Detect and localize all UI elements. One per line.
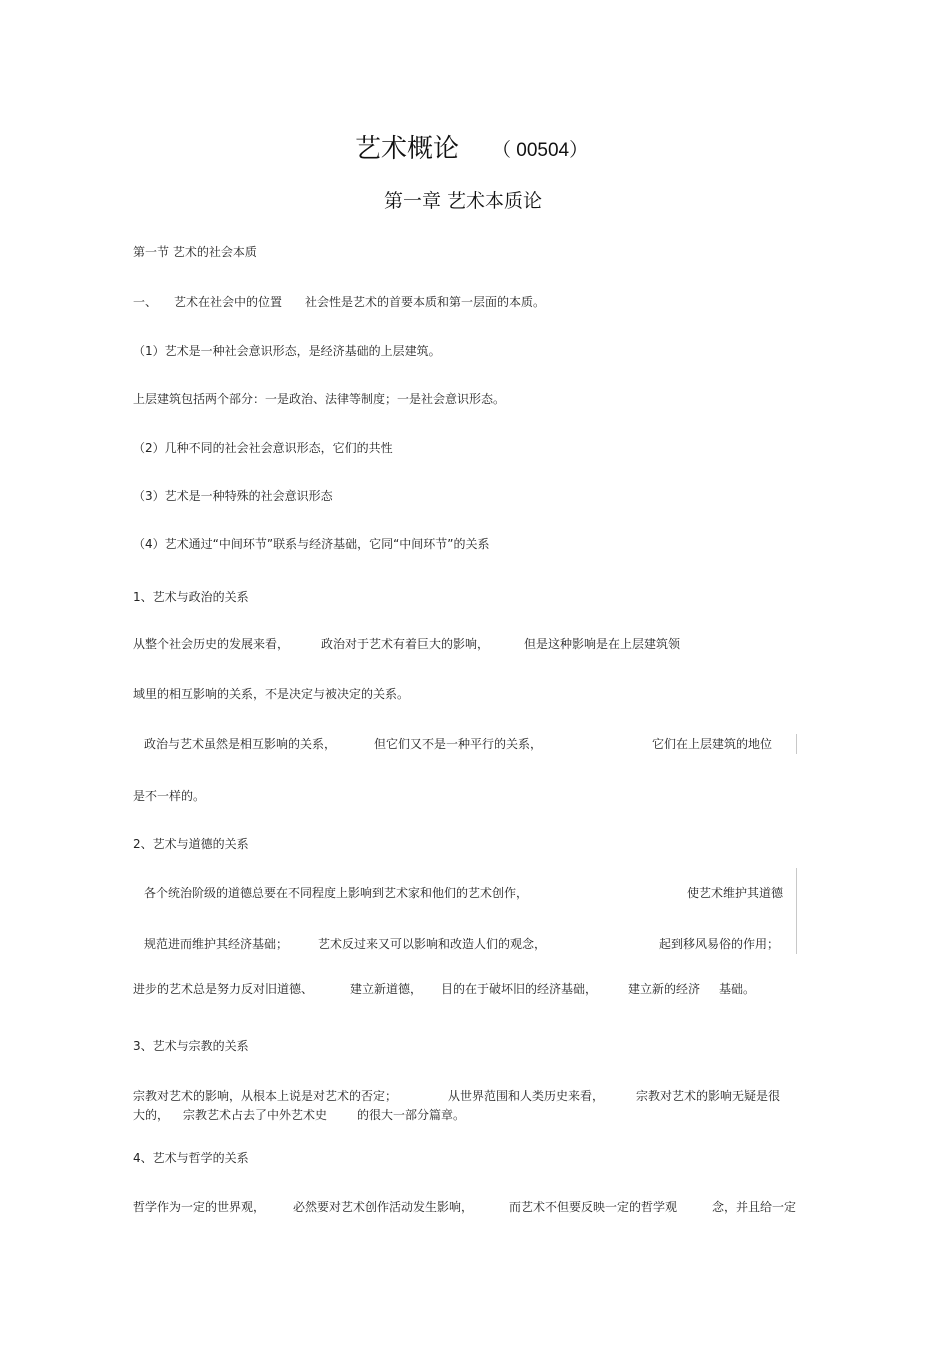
paragraph-segment: 政治对于艺术有着巨大的影响， xyxy=(321,637,490,651)
paragraph-segment: 大的， xyxy=(133,1108,170,1122)
section-heading: 第一节 艺术的社会本质 xyxy=(133,245,257,259)
paragraph-segment: 艺术反过来又可以影响和改造人们的观念， xyxy=(318,937,547,951)
paragraph-line: （2）几种不同的社会社会意识形态，它们的共性 xyxy=(133,441,393,455)
paragraph-segment: 但它们又不是一种平行的关系， xyxy=(374,737,543,751)
paragraph-segment: 宗教艺术占去了中外艺术史 xyxy=(183,1108,328,1122)
paragraph-line: 是不一样的。 xyxy=(133,789,206,803)
paragraph-line: 上层建筑包括两个部分：一是政治、法律等制度；一是社会意识形态。 xyxy=(133,392,506,406)
paragraph-segment: 而艺术不但要反映一定的哲学观 xyxy=(509,1200,678,1214)
paragraph-segment: 起到移风易俗的作用； xyxy=(659,937,780,951)
course-code: （ 00504） xyxy=(492,140,589,161)
item-number: 一、 xyxy=(133,295,158,309)
paragraph-segment: 基础。 xyxy=(719,982,756,996)
item-text: 社会性是艺术的首要本质和第一层面的本质。 xyxy=(305,295,546,309)
paragraph-segment: 政治与艺术虽然是相互影响的关系， xyxy=(144,737,337,751)
paragraph-segment: 但是这种影响是在上层建筑领 xyxy=(524,637,681,651)
margin-rule xyxy=(796,734,797,754)
paragraph-segment: 目的在于破坏旧的经济基础， xyxy=(441,982,598,996)
paragraph-segment: 必然要对艺术创作活动发生影响， xyxy=(293,1200,474,1214)
paragraph-segment: 宗教对艺术的影响，从根本上说是对艺术的否定； xyxy=(133,1089,398,1103)
paragraph-line: （4）艺术通过“中间环节”联系与经济基础，它同“中间环节”的关系 xyxy=(133,537,490,551)
paragraph-segment: 各个统治阶级的道德总要在不同程度上影响到艺术家和他们的艺术创作， xyxy=(144,886,529,900)
document-title: 艺术概论 xyxy=(355,134,460,164)
paragraph-segment: 建立新的经济 xyxy=(628,982,701,996)
paragraph-line: （1）艺术是一种社会意识形态，是经济基础的上层建筑。 xyxy=(133,344,441,358)
subheading: 2、艺术与道德的关系 xyxy=(133,837,249,851)
margin-rule xyxy=(796,868,797,954)
subheading: 3、艺术与宗教的关系 xyxy=(133,1039,249,1053)
paragraph-segment: 念，并且给一定 xyxy=(712,1200,797,1214)
paragraph-segment: 从整个社会历史的发展来看， xyxy=(133,637,290,651)
subheading: 1、艺术与政治的关系 xyxy=(133,590,249,604)
paragraph-line: （3）艺术是一种特殊的社会意识形态 xyxy=(133,489,333,503)
paragraph-segment: 进步的艺术总是努力反对旧道德、 xyxy=(133,982,314,996)
subheading: 4、艺术与哲学的关系 xyxy=(133,1151,249,1165)
paragraph-segment: 的很大一部分篇章。 xyxy=(357,1108,466,1122)
item-title: 艺术在社会中的位置 xyxy=(174,295,283,309)
paragraph-segment: 建立新道德， xyxy=(350,982,423,996)
paragraph-segment: 宗教对艺术的影响无疑是很 xyxy=(636,1089,781,1103)
paragraph-segment: 它们在上层建筑的地位 xyxy=(652,737,773,751)
paragraph-line: 域里的相互影响的关系，不是决定与被决定的关系。 xyxy=(133,687,410,701)
paragraph-segment: 使艺术维护其道德 xyxy=(687,886,784,900)
paragraph-segment: 规范进而维护其经济基础； xyxy=(144,937,289,951)
paragraph-segment: 哲学作为一定的世界观， xyxy=(133,1200,266,1214)
paragraph-segment: 从世界范围和人类历史来看， xyxy=(448,1089,605,1103)
chapter-heading: 第一章 艺术本质论 xyxy=(384,190,543,212)
